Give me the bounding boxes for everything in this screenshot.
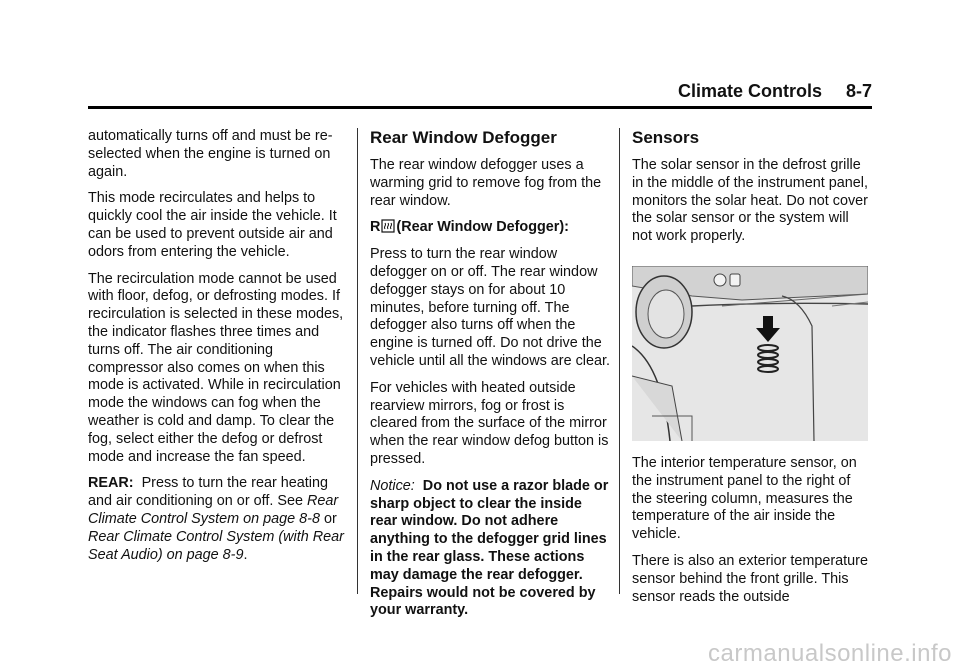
solar-sensor-illustration [632,266,868,441]
section-heading: Rear Window Defogger [370,128,557,147]
column-3 [632,128,872,615]
rear-defogger-icon [381,219,395,233]
section-heading: Sensors [632,128,700,147]
notice-label: Notice: [370,477,415,494]
page-header [88,78,872,109]
paragraph: Press to turn the rear window defogger on or off. The rear window defogger stays on for about 10 minutes, before turning off. The defogger also turns off when the engine is turned off. Do not drive the vehicle until all the windows are clear. [370,246,610,369]
page-number: 8-7 [845,81,872,101]
defogger-button-label [370,219,610,237]
paragraph: The interior temperature sensor, on the instrument panel to the right of the steering column, measures the temperature of the air inside the vehicle. [632,454,857,543]
watermark-text: carmanualsonline.info [708,640,952,667]
cross-reference-link[interactable]: Rear Climate Control System (with Rear Seat Audio) on page 8‑9 [88,528,344,563]
paragraph: There is also an exterior temperature sensor behind the front grille. This sensor reads the outside [632,552,868,605]
conjunction: or [323,510,337,527]
dashboard-drawing [632,266,868,441]
period: . [243,546,248,563]
column-divider [357,128,358,594]
paragraph: The solar sensor in the defrost grille in the middle of the instrument panel, monitors the solar heat. Do not cover the solar sensor or the system will not work properly. [632,157,868,245]
paragraph: The rear window defogger uses a warming grid to remove fog from the rear window. [370,157,602,209]
section-title: Climate Controls [677,81,822,101]
paragraph: This mode recirculates and helps to quickly cool the air inside the vehicle. It can be used to prevent outside air and odors from entering the vehicle. [88,190,337,260]
cross-reference-link[interactable]: Rear Climate Control System on page 8‑8 [88,493,339,527]
paragraph: For vehicles with heated outside rearview mirrors, fog or frost is cleared from the surface of the mirror when the rear window defog button is pressed. [370,379,609,467]
rear-text: Press to turn the rear heating and air conditioning on or off. See [88,475,328,510]
paragraph: The recirculation mode cannot be used with floor, defog, or defrosting modes. If recirculation is selected in these modes, the indicator flashes three times and turns off. The air conditioning compressor also comes on when this mode is activated. While in recirculation mode the windows can fog when the weather is cold and damp. To clear the fog, select either the defog or defrost mode and increase the fan speed. [88,270,344,465]
button-prefix: R [370,219,381,236]
header-title [678,81,872,102]
paragraph: automatically turns off and must be re-selected when the engine is turned on again. [88,128,333,180]
column-1 [88,128,350,573]
rear-button-description [88,475,350,564]
column-divider [619,128,620,594]
rear-label: REAR: [88,475,134,492]
notice [370,478,610,620]
column-2 [370,128,610,629]
button-label: (Rear Window Defogger): [396,219,569,236]
notice-text: Do not use a razor blade or sharp object to clear the inside rear window. Do not adhere anything to the defogger grid lines in the rear glass. These actions may damage the rear defogger. Repairs would not be covered by your warranty. [370,477,609,619]
